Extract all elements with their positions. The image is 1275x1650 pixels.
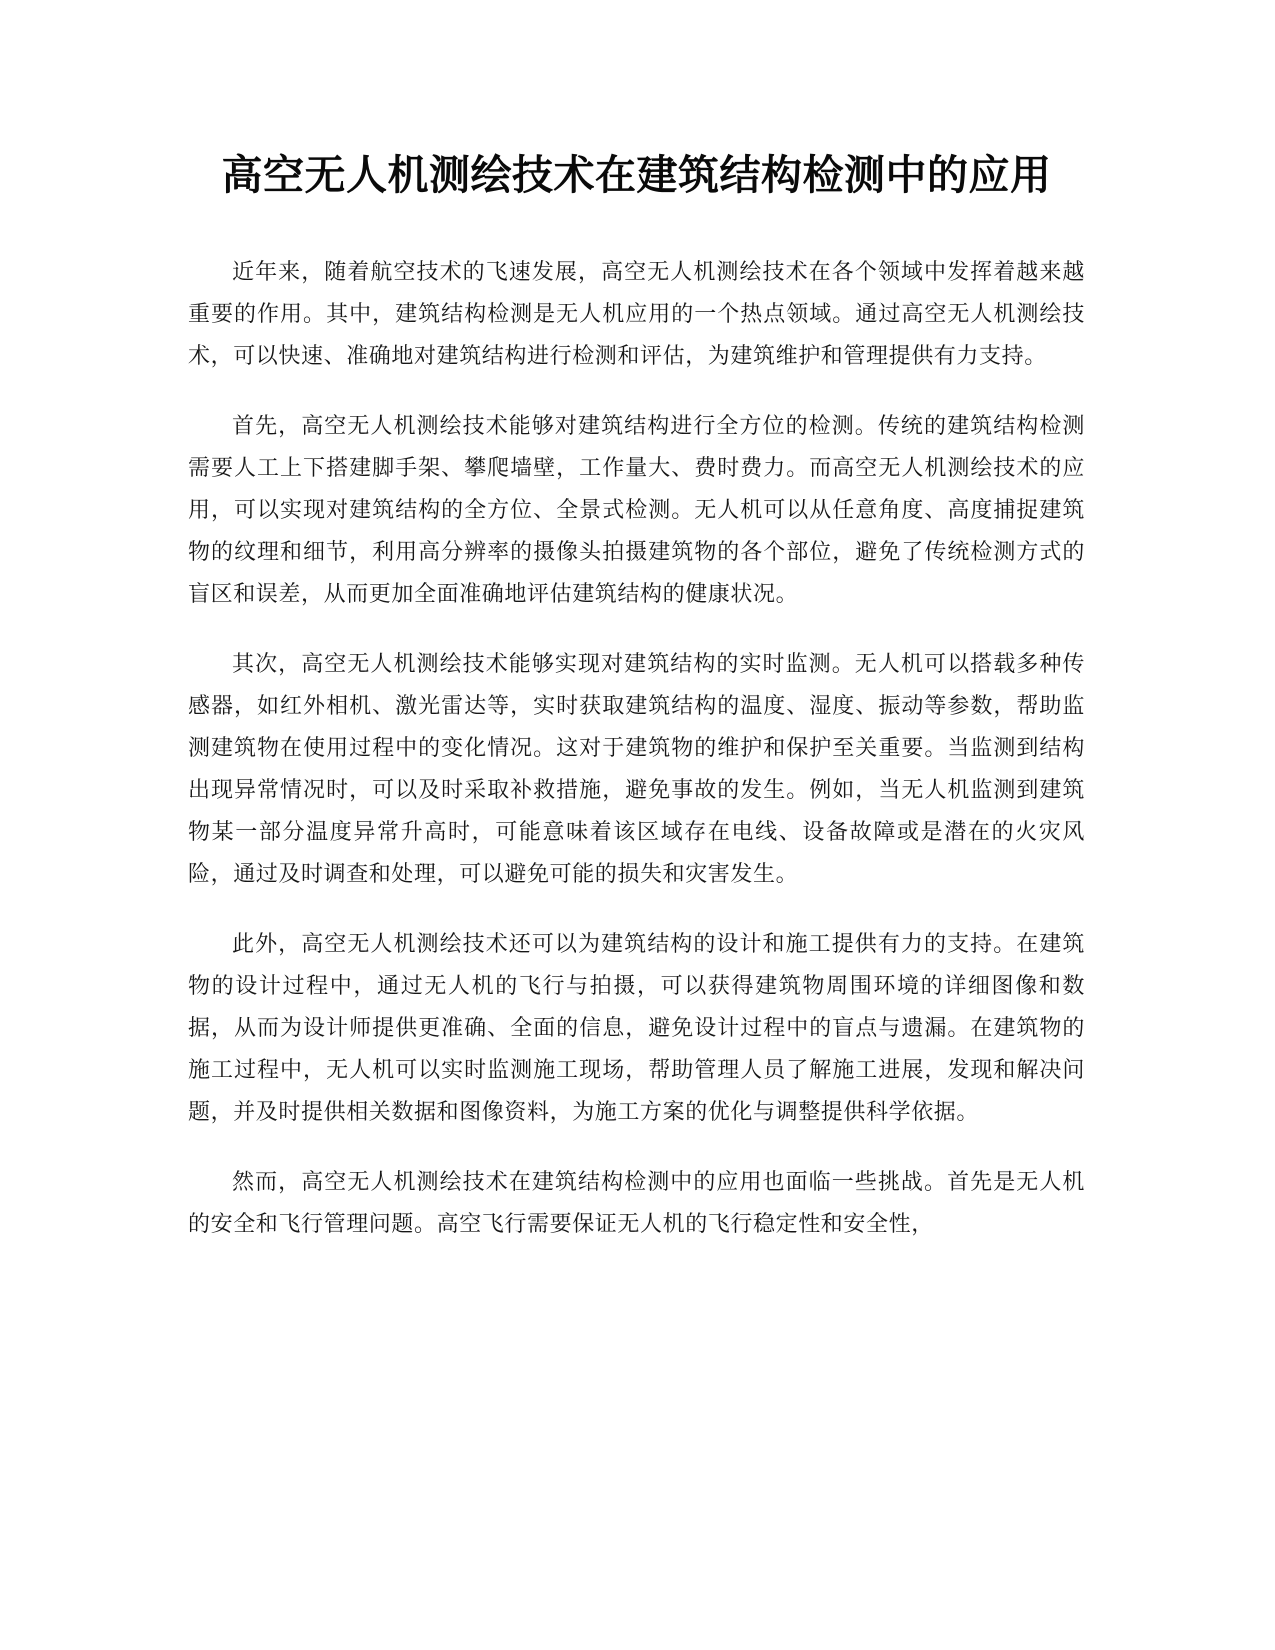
- paragraph-design-construction-support: 此外，高空无人机测绘技术还可以为建筑结构的设计和施工提供有力的支持。在建筑物的设计过程中，通过无人机的飞行与拍摄，可以获得建筑物周围环境的详细图像和数据，从而为设计师提供更准确、全面的信息，避免设计过程中的盲点与遗漏。在建筑物的施工过程中，无人机可以实时监测施工现场，帮助管理人员了解施工进展，发现和解决问题，并及时提供相关数据和图像资料，为施工方案的优化与调整提供科学依据。: [188, 932, 1085, 1125]
- paragraph-realtime-monitoring: 其次，高空无人机测绘技术能够实现对建筑结构的实时监测。无人机可以搭载多种传感器，如红外相机、激光雷达等，实时获取建筑结构的温度、湿度、振动等参数，帮助监测建筑物在使用过程中的变化情况。这对于建筑物的维护和保护至关重要。当监测到结构出现异常情况时，可以及时采取补救措施，避免事故的发生。例如，当无人机监测到建筑物某一部分温度异常升高时，可能意味着该区域存在电线、设备故障或是潜在的火灾风险，通过及时调查和处理，可以避免可能的损失和灾害发生。: [188, 652, 1085, 887]
- paragraph-intro: 近年来，随着航空技术的飞速发展，高空无人机测绘技术在各个领域中发挥着越来越重要的作用。其中，建筑结构检测是无人机应用的一个热点领域。通过高空无人机测绘技术，可以快速、准确地对建筑结构进行检测和评估，为建筑维护和管理提供有力支持。: [188, 260, 1085, 369]
- paragraph-comprehensive-inspection: 首先，高空无人机测绘技术能够对建筑结构进行全方位的检测。传统的建筑结构检测需要人工上下搭建脚手架、攀爬墙壁，工作量大、费时费力。而高空无人机测绘技术的应用，可以实现对建筑结构的全方位、全景式检测。无人机可以从任意角度、高度捕捉建筑物的纹理和细节，利用高分辨率的摄像头拍摄建筑物的各个部位，避免了传统检测方式的盲区和误差，从而更加全面准确地评估建筑结构的健康状况。: [188, 414, 1085, 607]
- document-title: 高空无人机测绘技术在建筑结构检测中的应用: [221, 151, 1052, 199]
- document-body: [188, 252, 1085, 1246]
- paragraph-challenges: 然而，高空无人机测绘技术在建筑结构检测中的应用也面临一些挑战。首先是无人机的安全和飞行管理问题。高空飞行需要保证无人机的飞行稳定性和安全性，: [188, 1170, 1085, 1237]
